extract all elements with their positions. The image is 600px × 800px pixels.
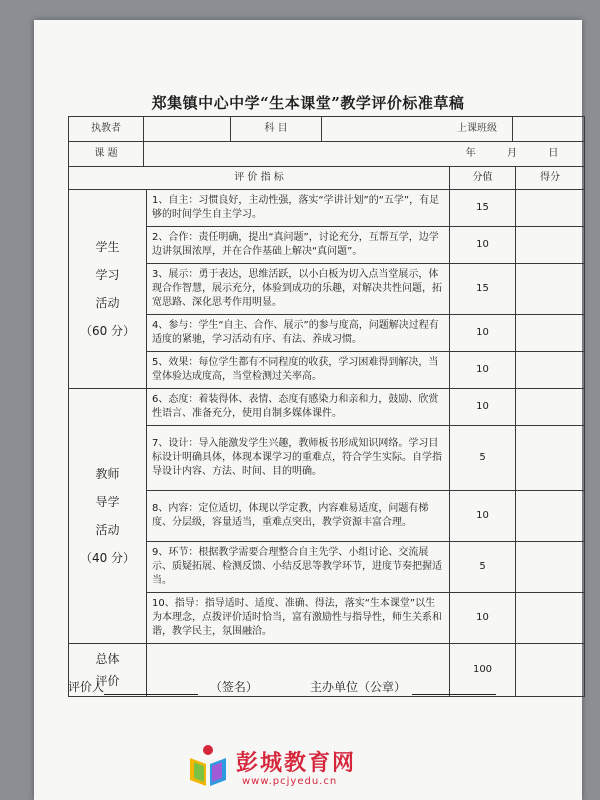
criterion-text: 2、合作：责任明确，提出“真问题”，讨论充分，互帮互学，边学边讲氛围浓厚，并在合作基础上解决“真问题”。 [147, 227, 450, 264]
score-value: 5 [450, 542, 516, 593]
score-input[interactable] [516, 542, 585, 593]
score-value: 15 [450, 264, 516, 315]
org-label: 主办单位（公章） [310, 680, 407, 694]
paper-sheet [34, 20, 582, 800]
indicator-header: 评 价 指 标 [69, 167, 450, 190]
table-row [69, 315, 585, 352]
table-row [69, 389, 585, 426]
score-value: 15 [450, 190, 516, 227]
table-row [69, 593, 585, 644]
criterion-text: 4、参与：学生“自主、合作、展示”的参与度高，问题解决过程有适度的紧驰，学习活动有序、有法、养成习惯。 [147, 315, 450, 352]
score-input[interactable] [516, 227, 585, 264]
student-category [69, 190, 147, 389]
table-row [69, 426, 585, 491]
evaluator-label: 评价人 [68, 680, 105, 694]
score-input[interactable] [516, 426, 585, 491]
teacher-field[interactable] [143, 117, 230, 141]
table-row [69, 352, 585, 389]
watermark-name: 彭城教育网 [236, 751, 357, 776]
score-input[interactable] [516, 190, 585, 227]
table-row [69, 491, 585, 542]
criterion-text: 6、态度：着装得体、表情、态度有感染力和亲和力，鼓励、欣赏性语言、准备充分，使用自制多媒体课件。 [147, 389, 450, 426]
watermark-url: www.pcjyedu.cn [242, 776, 338, 787]
class-field[interactable] [512, 117, 584, 141]
teacher-cat-line: 活动 [95, 523, 120, 537]
criterion-text: 10、指导：指导适时、适度、准确、得法，落实“生本课堂”以生为本理念，点拨评价适时恰当，富有激励性与指导性，师生关系和谐，教学民主，氛围融洽。 [147, 593, 450, 644]
score-value: 10 [450, 315, 516, 352]
day-label: 日 [548, 148, 559, 159]
header-row-2 [69, 142, 585, 167]
criterion-text: 1、自主：习惯良好，主动性强，落实“学讲计划”的“五学”，有足够的时间学生自主学习。 [147, 190, 450, 227]
total-cat-line: 总体 [95, 652, 120, 666]
student-cat-line: 学生 [95, 240, 120, 254]
teacher-category [69, 389, 147, 644]
score-value: 10 [450, 352, 516, 389]
month-label: 月 [506, 148, 517, 159]
got-header: 得分 [516, 167, 585, 190]
watermark-logo [186, 740, 406, 796]
teacher-label: 执教者 [91, 123, 121, 134]
total-score: 100 [450, 644, 516, 697]
table-row [69, 264, 585, 315]
score-input[interactable] [516, 593, 585, 644]
score-value: 10 [450, 389, 516, 426]
score-input[interactable] [516, 389, 585, 426]
student-cat-line: 活动 [95, 296, 120, 310]
evaluation-table [68, 116, 585, 697]
org-line[interactable] [412, 680, 496, 695]
organizer-seal [310, 678, 496, 695]
column-header-row [69, 167, 585, 190]
class-label: 上课班级 [457, 123, 497, 134]
table-row [69, 190, 585, 227]
table-row [69, 542, 585, 593]
evaluator-line[interactable] [104, 680, 198, 695]
student-cat-line: 学习 [95, 268, 120, 282]
score-input[interactable] [516, 264, 585, 315]
score-input[interactable] [516, 315, 585, 352]
topic-label: 课 题 [94, 148, 118, 159]
total-cat-line: 评价 [95, 674, 120, 688]
total-score-input[interactable] [516, 644, 585, 697]
date-field[interactable] [440, 142, 584, 166]
criterion-text: 3、展示：勇于表达，思维活跃，以小白板为切入点当堂展示，体现合作智慧，展示充分，体验到成功的乐趣，对解决共性问题，拓宽思路、深化思考作用明显。 [147, 264, 450, 315]
teacher-cat-line: 教师 [95, 467, 120, 481]
table-row [69, 227, 585, 264]
student-cat-line: （60 分） [79, 324, 136, 338]
header-row-1 [69, 117, 585, 142]
score-input[interactable] [516, 352, 585, 389]
score-value: 10 [450, 491, 516, 542]
score-value: 10 [450, 593, 516, 644]
subject-label: 科 目 [230, 117, 321, 141]
subject-field[interactable] [321, 117, 442, 141]
score-value: 5 [450, 426, 516, 491]
criterion-text: 9、环节：根据教学需要合理整合自主先学、小组讨论、交流展示、质疑拓展、检测反馈、小结反思等教学环节，进度节奏把握适当。 [147, 542, 450, 593]
evaluator-signature [68, 678, 258, 695]
teacher-cat-line: （40 分） [79, 551, 136, 565]
criterion-text: 5、效果：每位学生都有不同程度的收获，学习困难得到解决，当堂体验达成度高，当堂检测过关率高。 [147, 352, 450, 389]
criterion-text: 8、内容：定位适切，体现以学定教，内容难易适度，问题有梯度、分层级，容量适当，重难点突出，教学资源丰富合理。 [147, 491, 450, 542]
score-input[interactable] [516, 491, 585, 542]
year-label: 年 [465, 148, 476, 159]
document-title: 郑集镇中心中学“生本课堂”教学评价标准草稿 [151, 94, 465, 112]
score-value: 10 [450, 227, 516, 264]
topic-field[interactable] [143, 142, 440, 166]
score-header: 分值 [450, 167, 516, 190]
teacher-cat-line: 导学 [95, 495, 120, 509]
book-icon [186, 742, 230, 790]
criterion-text: 7、设计：导入能激发学生兴趣，教师板书形成知识网络。学习目标设计明确具体，体现本课学习的重难点，符合学生实际。自学指导设计内容、方法、时间、目的明确。 [147, 426, 450, 491]
sign-label: （签名） [209, 680, 258, 694]
